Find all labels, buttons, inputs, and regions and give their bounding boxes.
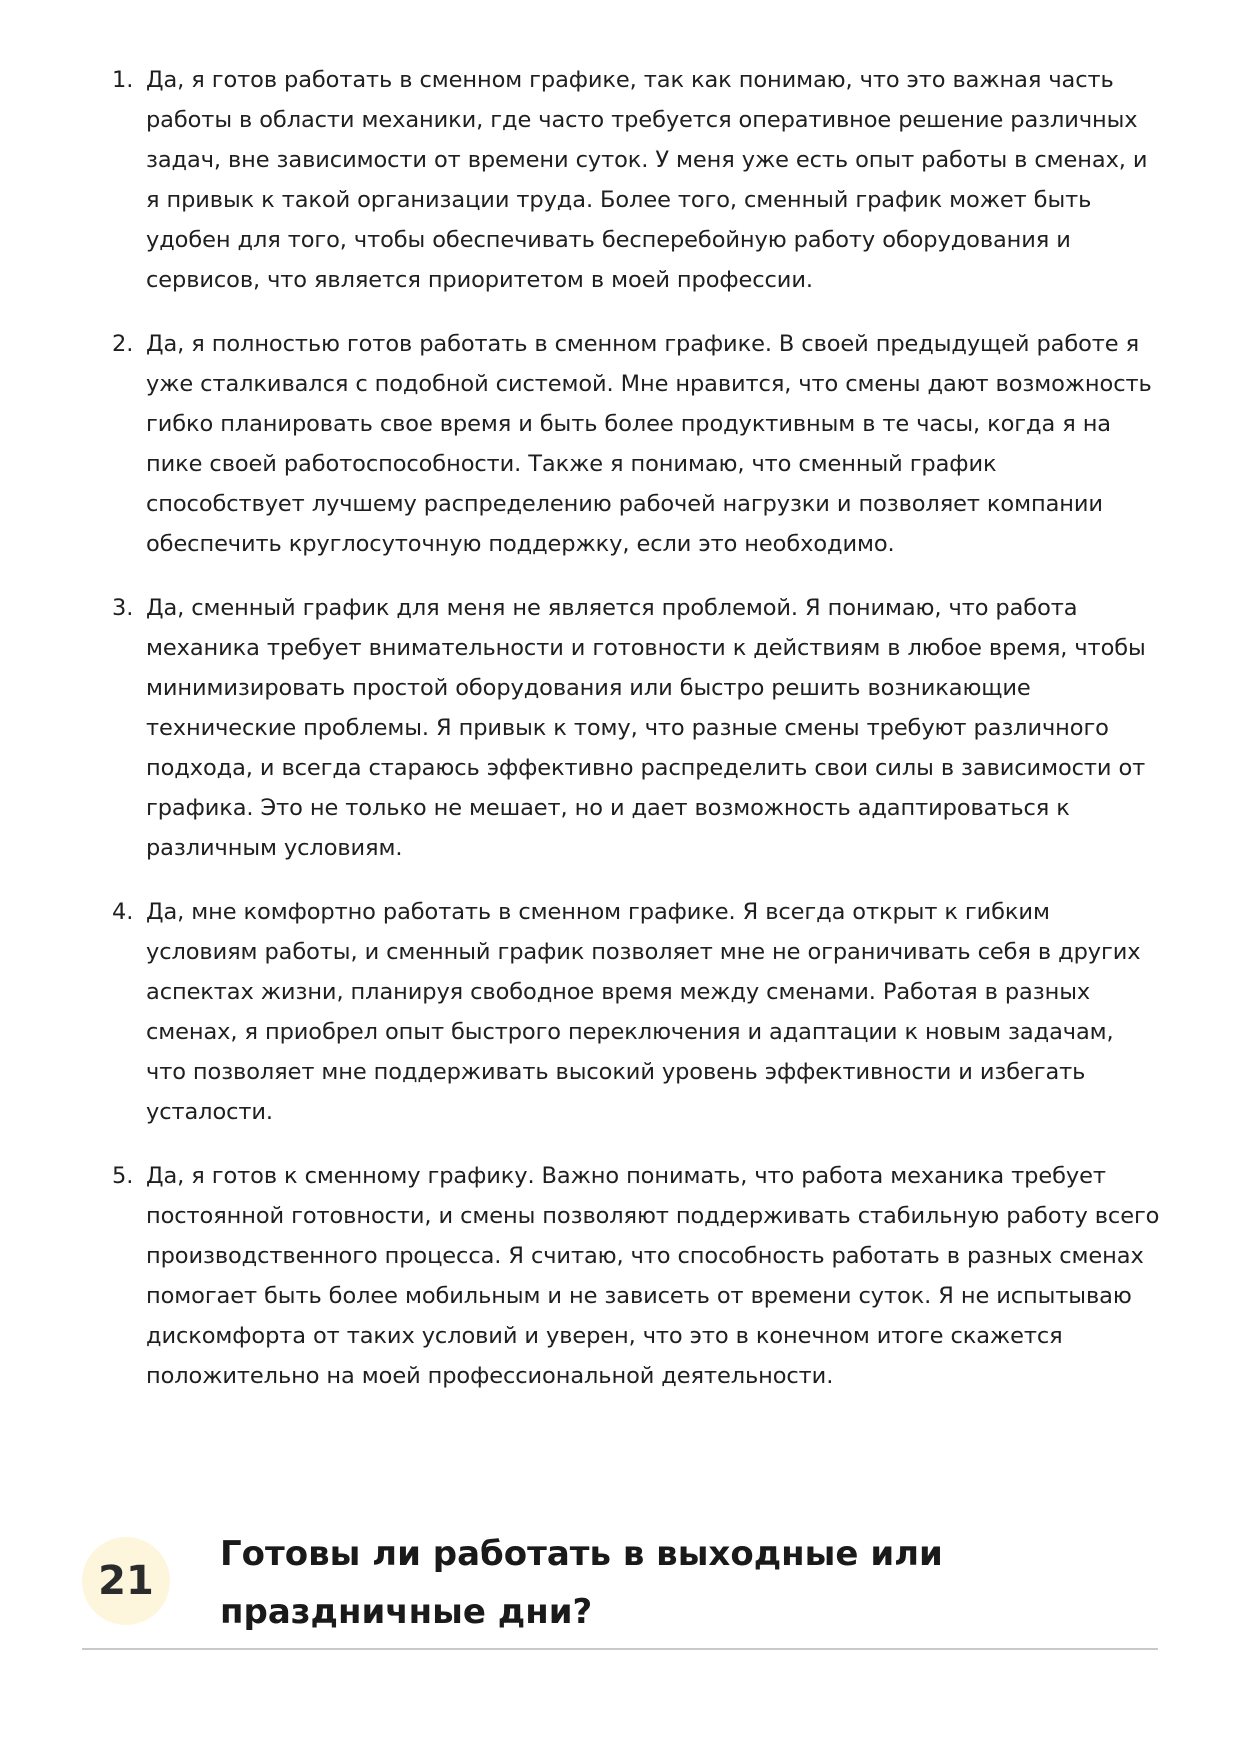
answer-text: Да, я готов к сменному графику. Важно понимать, что работа механика требует постоянной готовности, и смены позволяют поддерживать стабильную работу всего производственного процесса. Я считаю, что способность работать в разных сменах помогает быть более мобильным и не зависеть от времени суток. Я не испытываю дискомфорта от таких условий и уверен, что это в конечном итоге скажется положительно на моей профессиональной деятельности. [146, 1163, 1160, 1389]
answer-text: Да, я полностью готов работать в сменном графике. В своей предыдущей работе я уже сталкивался с подобной системой. Мне нравится, что смены дают возможность гибко планировать свое время и быть более продуктивным в те часы, когда я на пике своей работоспособности. Также я понимаю, что сменный график способствует лучшему распределению рабочей нагрузки и позволяет компании обеспечить круглосуточную поддержку, если это необходимо. [146, 331, 1152, 557]
question-header [82, 1525, 1158, 1650]
answer-number: 2. [112, 331, 134, 357]
answer-item-2 [112, 324, 1160, 564]
question-title: Готовы ли работать в выходные или праздничные дни? [220, 1534, 943, 1632]
answer-number: 5. [112, 1163, 134, 1189]
answer-text: Да, сменный график для меня не является проблемой. Я понимаю, что работа механика требует внимательности и готовности к действиям в любое время, чтобы минимизировать простой оборудования или быстро решить возникающие технические проблемы. Я привык к тому, что разные смены требуют различного подхода, и всегда стараюсь эффективно распределить свои силы в зависимости от графика. Это не только не мешает, но и дает возможность адаптироваться к различным условиям. [146, 595, 1146, 861]
question-number-badge: 21 [82, 1537, 170, 1625]
answer-number: 4. [112, 899, 134, 925]
answer-number: 3. [112, 595, 134, 621]
answer-text: Да, мне комфортно работать в сменном графике. Я всегда открыт к гибким условиям работы, и сменный график позволяет мне не ограничивать себя в других аспектах жизни, планируя свободное время между сменами. Работая в разных сменах, я приобрел опыт быстрого переключения и адаптации к новым задачам, что позволяет мне поддерживать высокий уровень эффективности и избегать усталости. [146, 899, 1141, 1125]
answer-text: Да, я готов работать в сменном графике, так как понимаю, что это важная часть работы в области механики, где часто требуется оперативное решение различных задач, вне зависимости от времени суток. У меня уже есть опыт работы в сменах, и я привык к такой организации труда. Более того, сменный график может быть удобен для того, чтобы обеспечивать бесперебойную работу оборудования и сервисов, что является приоритетом в моей профессии. [146, 67, 1148, 293]
answer-item-1 [112, 60, 1160, 300]
answer-item-3 [112, 588, 1160, 868]
answer-item-4 [112, 892, 1160, 1132]
answer-item-5 [112, 1156, 1160, 1396]
answer-number: 1. [112, 67, 134, 93]
answer-list [112, 60, 1160, 1420]
